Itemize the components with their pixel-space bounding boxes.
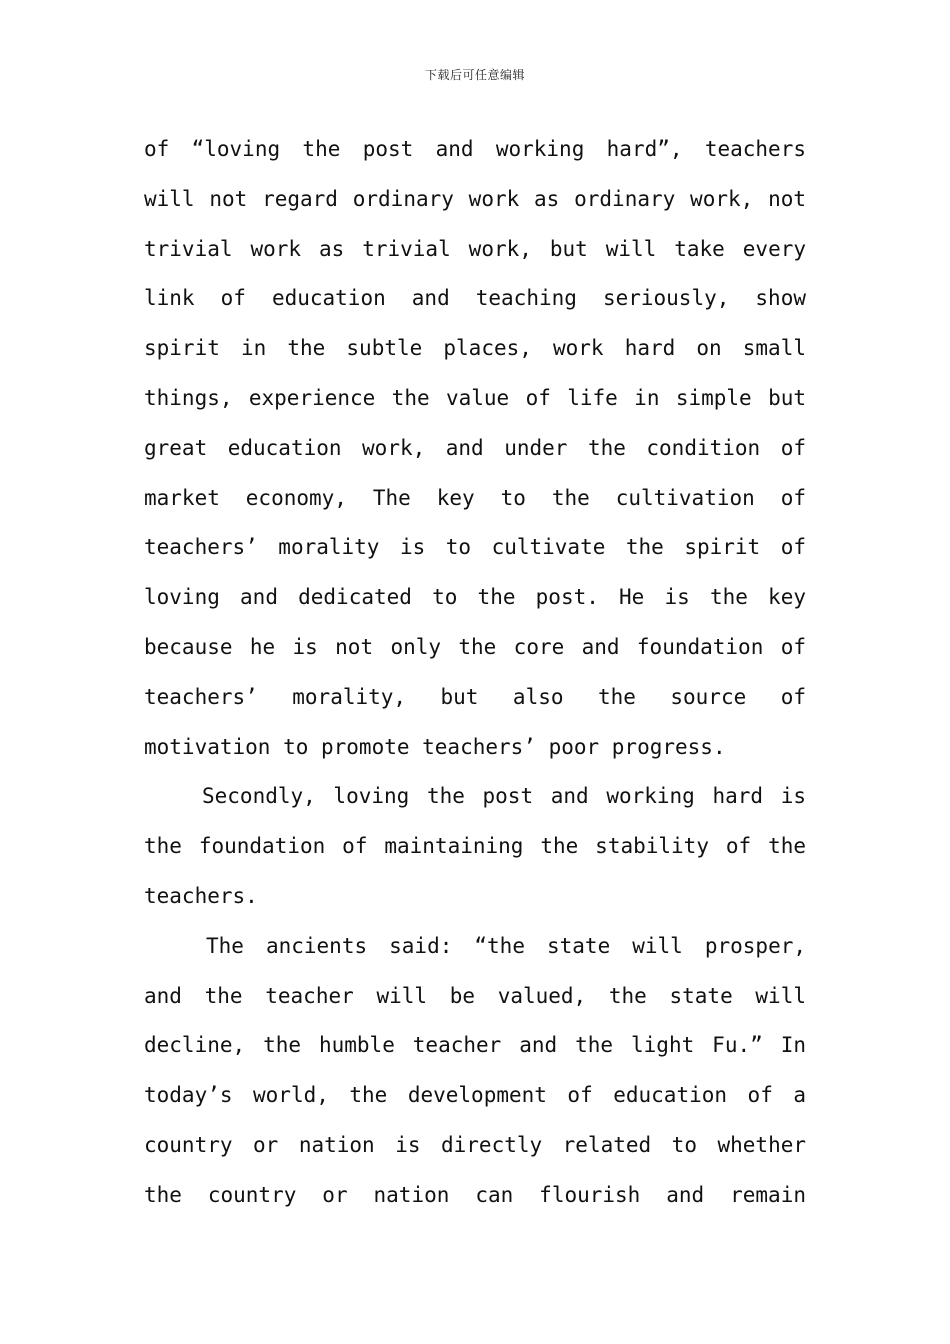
text-line: teachers’ morality, but also the source of	[144, 684, 806, 709]
text-line: today’s world, the development of education of a	[144, 1083, 806, 1108]
text-line: link of education and teaching seriously, show	[144, 286, 806, 311]
text-line: spirit in the subtle places, work hard on small	[144, 336, 806, 361]
text-line: of “loving the post and working hard”, teachers	[144, 137, 806, 161]
text-line: market economy, The key to the cultivation of	[144, 485, 806, 510]
text-line: things, experience the value of life in simple but	[144, 385, 806, 410]
text-line: the foundation of maintaining the stability of the	[144, 834, 806, 859]
paragraph-1	[144, 125, 806, 772]
paragraph-2	[144, 772, 806, 921]
text-line: will not regard ordinary work as ordinary work, not	[144, 186, 806, 211]
body-text	[144, 125, 806, 1221]
text-line: Secondly, loving the post and working hard is	[202, 784, 806, 809]
text-line: and the teacher will be valued, the state will	[144, 983, 806, 1008]
text-line: country or nation is directly related to whether	[144, 1132, 806, 1157]
text-line: teachers’ morality is to cultivate the spirit of	[144, 535, 806, 560]
text-line: teachers.	[144, 883, 258, 908]
text-line: The ancients said: “the state will prosper,	[206, 933, 806, 958]
text-line: loving and dedicated to the post. He is the key	[144, 585, 806, 610]
paragraph-3	[144, 922, 806, 1221]
page-header: 下载后可任意编辑	[424, 68, 525, 82]
text-line: great education work, and under the condition of	[144, 435, 806, 460]
text-line: motivation to promote teachers’ poor progress.	[144, 734, 726, 759]
text-line: decline, the humble teacher and the light Fu.” In	[144, 1033, 806, 1058]
text-line: because he is not only the core and foundation of	[144, 634, 806, 659]
text-line: trivial work as trivial work, but will take every	[144, 236, 806, 261]
text-line: the country or nation can flourish and remain	[144, 1182, 806, 1207]
